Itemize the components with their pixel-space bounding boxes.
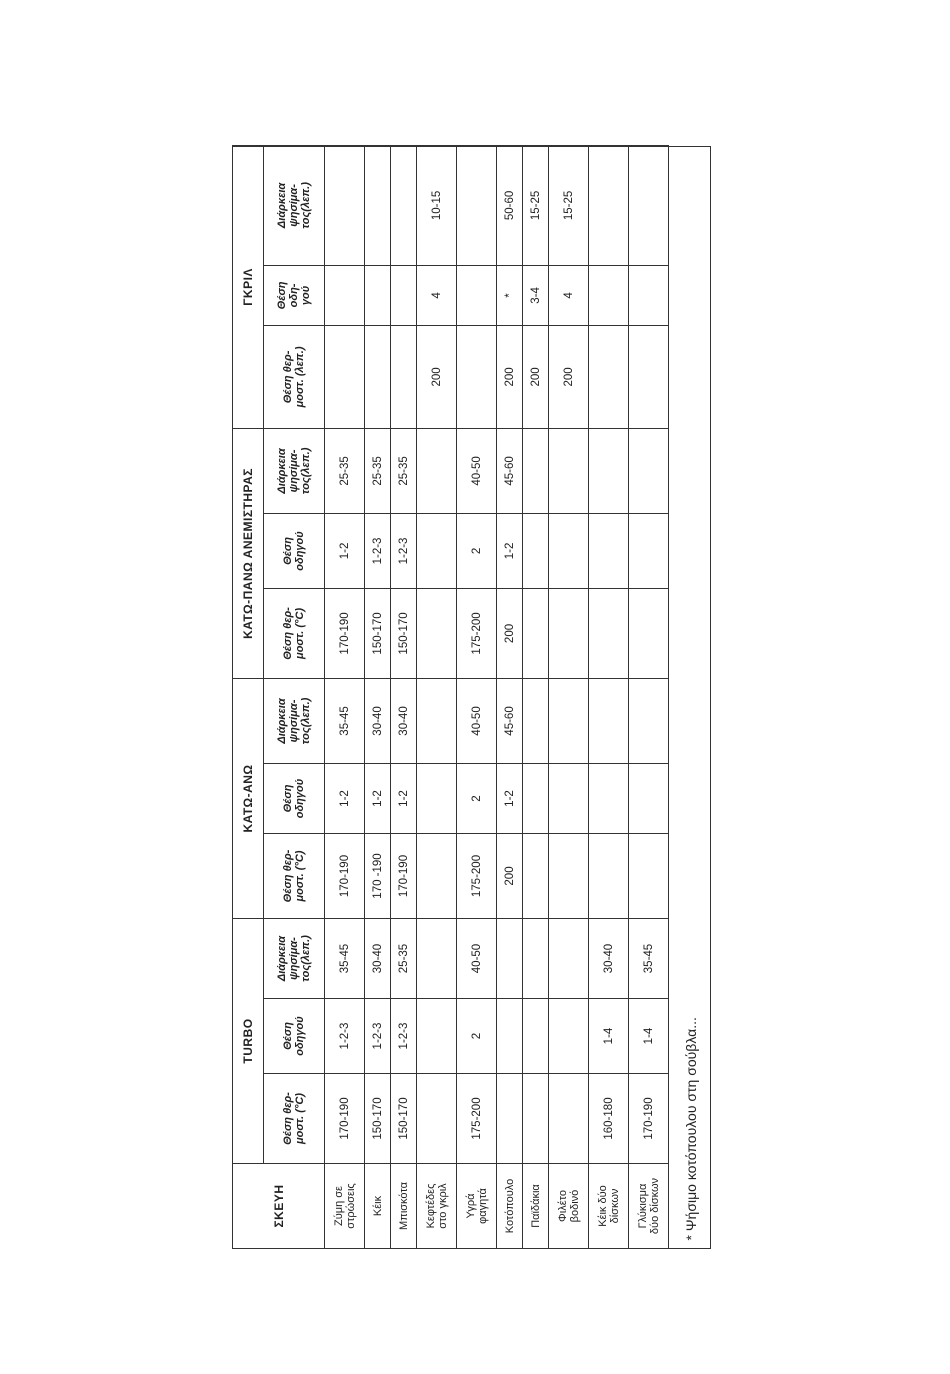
table-cell: 1-2-3	[391, 999, 417, 1074]
table-row	[589, 145, 629, 1248]
table-cell: 15-25	[549, 145, 589, 265]
table-cell	[391, 145, 417, 265]
table-cell	[365, 145, 391, 265]
cooking-table	[232, 145, 713, 1249]
table-cell: 50-60	[497, 145, 523, 265]
table-cell	[417, 834, 457, 919]
dish-name: Ζύμη σε στρώσεις	[325, 1164, 365, 1249]
sub-header-duration: Διάρκεια ψησίμα- τος(λεπ.)	[264, 678, 325, 763]
table-cell: 1-2	[325, 764, 365, 834]
table-cell	[589, 588, 629, 678]
table-cell: 25-35	[391, 919, 417, 999]
table-cell	[629, 588, 669, 678]
table-cell	[549, 678, 589, 763]
table-cell: 45-60	[497, 428, 523, 513]
sub-header-duration: Διάρκεια ψησίμα- τος(λεπ.)	[264, 428, 325, 513]
table-cell: 170-190	[325, 834, 365, 919]
table-cell: 1-2	[391, 764, 417, 834]
table-cell	[629, 513, 669, 588]
table-cell	[589, 678, 629, 763]
table-cell	[523, 999, 549, 1074]
table-cell	[523, 919, 549, 999]
table-cell: 175-200	[457, 834, 497, 919]
table-cell: 2	[457, 513, 497, 588]
table-cell	[549, 764, 589, 834]
table-cell: 175-200	[457, 588, 497, 678]
table-cell: 35-45	[629, 919, 669, 999]
table-body	[325, 145, 669, 1248]
table-row	[497, 145, 523, 1248]
dish-column-header: ΣΚΕΥΗ	[233, 1164, 325, 1249]
table-cell	[629, 325, 669, 428]
table-row	[417, 145, 457, 1248]
table-row	[457, 145, 497, 1248]
table-cell: 1-4	[629, 999, 669, 1074]
table-cell	[523, 513, 549, 588]
table-cell	[629, 764, 669, 834]
table-cell	[549, 1074, 589, 1164]
table-cell: 150-170	[365, 1074, 391, 1164]
table-cell	[365, 325, 391, 428]
sub-header-duration: Διάρκεια ψησίμα- τος(λεπ.)	[264, 145, 325, 265]
table-cell	[417, 678, 457, 763]
table-cell	[629, 834, 669, 919]
table-cell	[523, 678, 549, 763]
table-cell: 150-170	[365, 588, 391, 678]
table-cell: 200	[497, 325, 523, 428]
group-header-turbo: TURBO	[233, 919, 264, 1164]
group-header-bottom-top: ΚΑΤΩ-ΑΝΩ	[233, 678, 264, 918]
table-cell	[457, 145, 497, 265]
table-cell: 150-170	[391, 1074, 417, 1164]
table-row	[325, 145, 365, 1248]
table-cell	[629, 265, 669, 325]
table-cell	[589, 513, 629, 588]
table-cell	[549, 513, 589, 588]
table-cell: 1-2-3	[391, 513, 417, 588]
table-cell	[523, 428, 549, 513]
sub-header-guide: Θέση οδηγού	[264, 999, 325, 1074]
table-cell: 40-50	[457, 678, 497, 763]
dish-name: Υγρά φαγητά	[457, 1164, 497, 1249]
table-cell: 35-45	[325, 678, 365, 763]
table-cell	[497, 999, 523, 1074]
table-cell: 170 -190	[365, 834, 391, 919]
table-cell	[589, 145, 629, 265]
sub-header-guide: Θέση οδηγού	[264, 513, 325, 588]
table-cell: 25-35	[391, 428, 417, 513]
footnote: * Ψήσιμο κοτόπουλου στη σούβλα...	[669, 145, 714, 1248]
sub-header-guide-grill: Θέση οδη- γού	[264, 265, 325, 325]
table-cell: 40-50	[457, 428, 497, 513]
table-cell: 1-2-3	[325, 999, 365, 1074]
sub-header-temp: Θέση θερ- μοστ. (°C)	[264, 834, 325, 919]
table-cell	[417, 428, 457, 513]
table-cell	[497, 919, 523, 999]
table-cell	[549, 588, 589, 678]
table-cell	[325, 145, 365, 265]
dish-name: Κοτόπουλο	[497, 1164, 523, 1249]
table-cell: 25-35	[365, 428, 391, 513]
table-cell	[417, 1074, 457, 1164]
table-cell: 160-180	[589, 1074, 629, 1164]
table-cell: 200	[549, 325, 589, 428]
table-cell	[417, 764, 457, 834]
table-cell	[523, 764, 549, 834]
table-cell	[629, 145, 669, 265]
table-cell: 2	[457, 999, 497, 1074]
table-cell	[391, 265, 417, 325]
table-cell: 30-40	[365, 919, 391, 999]
sub-header-temp-grill: Θέση θερ- μοστ. (λεπ.)	[264, 325, 325, 428]
table-row	[391, 145, 417, 1248]
table-row	[365, 145, 391, 1248]
table-cell: 30-40	[391, 678, 417, 763]
dish-name: Κέικ δύο δίσκων	[589, 1164, 629, 1249]
table-cell	[497, 1074, 523, 1164]
table-cell	[365, 265, 391, 325]
table-row	[523, 145, 549, 1248]
table-cell	[589, 764, 629, 834]
dish-name: Κεφτέδες στο γκριλ	[417, 1164, 457, 1249]
table-cell	[589, 325, 629, 428]
table-cell: 30-40	[365, 678, 391, 763]
table-cell: 1-4	[589, 999, 629, 1074]
table-cell	[457, 325, 497, 428]
table-cell	[629, 428, 669, 513]
rotated-page	[232, 146, 711, 1249]
group-header-grill: ΓΚΡΙΛ	[233, 145, 264, 428]
table-cell	[549, 919, 589, 999]
table-cell: *	[497, 265, 523, 325]
table-cell: 10-15	[417, 145, 457, 265]
table-cell: 200	[523, 325, 549, 428]
sub-header-temp: Θέση θερ- μοστ. (°C)	[264, 1074, 325, 1164]
table-cell: 200	[417, 325, 457, 428]
table-cell	[417, 999, 457, 1074]
table-cell	[417, 513, 457, 588]
table-cell: 40-50	[457, 919, 497, 999]
dish-name: Παϊδάκια	[523, 1164, 549, 1249]
table-cell: 170-190	[325, 1074, 365, 1164]
table-cell: 35-45	[325, 919, 365, 999]
table-cell	[417, 919, 457, 999]
table-cell	[391, 325, 417, 428]
table-cell	[549, 428, 589, 513]
table-cell: 1-2	[325, 513, 365, 588]
dish-name: Κέικ	[365, 1164, 391, 1249]
table-cell	[523, 834, 549, 919]
table-cell	[589, 428, 629, 513]
table-cell	[523, 1074, 549, 1164]
table-cell	[589, 834, 629, 919]
table-cell: 170-190	[391, 834, 417, 919]
table-cell	[457, 265, 497, 325]
table-cell: 175-200	[457, 1074, 497, 1164]
table-cell: 1-2	[497, 764, 523, 834]
table-cell: 4	[417, 265, 457, 325]
sub-header-duration: Διάρκεια ψησίμα- τος(λεπ.)	[264, 919, 325, 999]
table-cell: 200	[497, 834, 523, 919]
table-cell: 3-4	[523, 265, 549, 325]
group-header-bottom-top-fan: ΚΑΤΩ-ΠΑΝΩ ΑΝΕΜΙΣΤΗΡΑΣ	[233, 428, 264, 678]
table-cell	[549, 999, 589, 1074]
table-cell	[549, 834, 589, 919]
table-cell: 170-190	[325, 588, 365, 678]
table-cell: 30-40	[589, 919, 629, 999]
table-cell: 15-25	[523, 145, 549, 265]
table-cell	[325, 325, 365, 428]
sub-header-guide: Θέση οδηγού	[264, 764, 325, 834]
table-cell	[629, 678, 669, 763]
table-row	[549, 145, 589, 1248]
table-cell: 2	[457, 764, 497, 834]
table-cell: 45-60	[497, 678, 523, 763]
dish-name: Μπισκότα	[391, 1164, 417, 1249]
dish-name: Φιλέτο βοδινό	[549, 1164, 589, 1249]
table-row	[629, 145, 669, 1248]
table-cell: 1-2-3	[365, 513, 391, 588]
dish-name: Γλύκισμα δύο δίσκων	[629, 1164, 669, 1249]
table-cell: 25-35	[325, 428, 365, 513]
table-cell	[325, 265, 365, 325]
table-cell: 4	[549, 265, 589, 325]
table-cell: 200	[497, 588, 523, 678]
table-cell: 1-2	[497, 513, 523, 588]
table-cell	[523, 588, 549, 678]
table-cell: 150-170	[391, 588, 417, 678]
table-cell	[589, 265, 629, 325]
table-cell: 1-2	[365, 764, 391, 834]
table-cell: 170-190	[629, 1074, 669, 1164]
table-cell: 1-2-3	[365, 999, 391, 1074]
sub-header-temp: Θέση θερ- μοστ. (°C)	[264, 588, 325, 678]
table-cell	[417, 588, 457, 678]
